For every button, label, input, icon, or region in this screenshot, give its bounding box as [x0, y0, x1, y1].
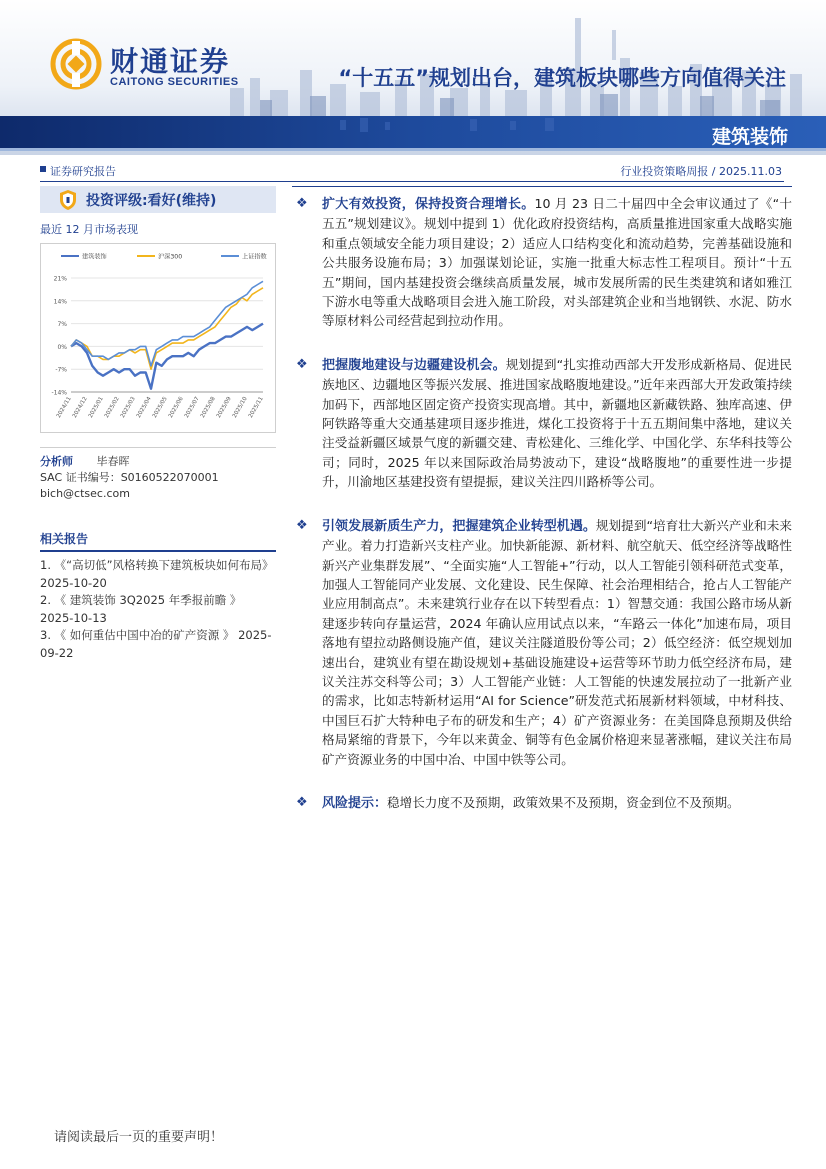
chart-x-tick-label: 2025/03	[119, 396, 137, 420]
paragraph-text: 规划提到“培育壮大新兴产业和未来产业。着力打造新兴支柱产业。加快新能源、新材料、航空航天、低空经济等战略性新兴产业集群发展”、“全面实施“人工智能+”行动，以人工智能引领科研范式变革，加强人工智能同产业发展、文化建设、民生保障、社会治理相结合，抢占人工智能产业应用制高点”。未来建筑行业存在以下转型看点：1）智慧交通：我国公路市场从新建逐步转向存量运营，2024 年确认应用试点以来，“车路云一体化”加速布局，项目落地有望拉动路侧设施产值，建议关注隧道股份等公司；2）低空经济：低空规划加速出台，建筑业有望在勘设规划+基础设施建设+运营等环节助力低空经济布局，建议关注苏交科等公司；3）人工智能产业链：人工智能的快速发展拉动了一批新产业的需求，比如志特新材运用“AI for Science”研发范式拓展新材料领域，中材科技、中国巨石扩大特种电子布的研发和生产；4）矿产资源业务：在美国降息预期及供给格局紧缩的背景下，今年以来黄金、铜等有色金属价格迎来显著涨幅，建议关注布局矿产资源业务的中国中冶、中国中铁等公司。	[322, 517, 792, 767]
chart-x-tick-label: 2025/06	[167, 396, 185, 420]
chart-y-tick-label: 21%	[53, 275, 67, 283]
report-type: 证券研究报告	[50, 165, 116, 178]
paragraph-lead: 扩大有效投资，保持投资合理增长。	[322, 197, 535, 212]
paragraph-investment	[292, 194, 792, 331]
shield-icon	[56, 188, 80, 212]
logo-name-en: CAITONG SECURITIES	[110, 76, 239, 88]
chart-x-tick-label: 2024/12	[71, 396, 89, 420]
report-title: “十五五”规划出台，建筑板块哪些方向值得关注	[338, 66, 786, 90]
chart-x-tick-label: 2025/08	[199, 396, 217, 420]
analyst-divider	[40, 447, 276, 448]
logo-emblem-icon	[50, 38, 102, 90]
logo-name-cn: 财通证券	[110, 45, 231, 78]
performance-label: 最近 12 月市场表现	[40, 223, 138, 236]
paragraph-lead: 把握腹地建设与边疆建设机会。	[322, 357, 506, 373]
chart-x-tick-label: 2025/09	[215, 396, 233, 420]
main-content	[292, 186, 792, 837]
chart-legend-label: 上证指数	[242, 253, 267, 261]
chart-canvas	[41, 244, 275, 432]
paragraph-hinterland	[292, 355, 792, 492]
header-divider	[40, 181, 784, 182]
report-header	[0, 0, 826, 155]
chart-y-tick-label: 0%	[57, 343, 67, 351]
diamond-bullet-icon: ❖	[296, 356, 308, 372]
analyst-label: 分析师	[40, 455, 73, 468]
chart-x-tick-label: 2025/01	[87, 396, 105, 420]
main-divider	[292, 186, 792, 187]
related-report-item[interactable]: 2. 《 建筑装饰 3Q2025 年季报前瞻 》 2025-10-13	[40, 593, 242, 625]
diamond-bullet-icon: ❖	[296, 517, 308, 533]
paragraph-risk	[292, 793, 792, 813]
paragraph-lead: 风险提示：	[322, 795, 388, 811]
diamond-bullet-icon: ❖	[296, 794, 308, 810]
chart-x-tick-label: 2024/11	[55, 396, 73, 420]
sector-name: 建筑装饰	[711, 126, 788, 148]
chart-x-tick-label: 2025/07	[183, 396, 201, 420]
chart-x-tick-label: 2025/02	[103, 396, 121, 420]
chart-y-tick-label: -7%	[55, 366, 67, 374]
related-reports-heading: 相关报告	[40, 530, 276, 552]
chart-x-tick-label: 2025/05	[151, 396, 169, 420]
analyst-sac: SAC 证书编号：S0160522070001	[40, 471, 219, 484]
chart-x-tick-label: 2025/10	[231, 396, 249, 420]
paragraph-lead: 引领发展新质生产力，把握建筑企业转型机遇。	[322, 518, 596, 534]
chart-legend-label: 沪深300	[158, 253, 183, 261]
diamond-bullet-icon: ❖	[296, 196, 308, 211]
analyst-info	[40, 454, 276, 502]
analyst-email[interactable]: bich@ctsec.com	[40, 487, 130, 500]
chart-x-tick-label: 2025/04	[135, 396, 153, 420]
company-logo	[50, 38, 250, 94]
paragraph-new-productivity	[292, 516, 792, 769]
chart-y-tick-label: 14%	[53, 298, 67, 306]
paragraph-text: 稳增长力度不及预期，政策效果不及预期，资金到位不及预期。	[387, 794, 740, 810]
related-report-item[interactable]: 1. 《“高切低”风格转换下建筑板块如何布局》 2025-10-20	[40, 558, 280, 590]
report-category-date: 行业投资策略周报 / 2025.11.03	[620, 165, 782, 178]
chart-legend-label: 建筑装饰	[82, 253, 107, 261]
market-performance-chart	[40, 243, 276, 433]
chart-x-tick-label: 2025/11	[247, 396, 265, 420]
footer-disclaimer: 请阅读最后一页的重要声明！	[54, 1130, 224, 1145]
paragraph-text: 10 月 23 日二十届四中全会审议通过了《“十五五”规划建议》。规划中提到 1）优化政府投资结构，高质量推进国家重大战略实施和重点领域安全能力项目建设；2）适应人口结构变化和流动趋势，完善基础设施和公共服务设施布局；3）加强谋划论证，实施一批重大标志性工程项目。预计“十五五”期间，国内基建投资会继续高质量发展，城市发展所需的民生类建筑和诸如雅江下游水电等重大战略项目会进入施工阶段，对头部建筑企业和当地钢铁、水泥、防水等原材料公司经营起到拉动作用。	[322, 196, 792, 329]
rating-box	[40, 186, 276, 213]
analyst-name: 毕春晖	[96, 455, 130, 468]
sub-header-bar	[40, 163, 784, 179]
chart-y-tick-label: -14%	[51, 389, 67, 397]
related-report-item[interactable]: 3. 《 如何重估中国中冶的矿产资源 》 2025-09-22	[40, 628, 272, 660]
rating-text: 投资评级:看好(维持)	[86, 192, 217, 209]
related-reports-list	[40, 557, 280, 662]
chart-y-tick-label: 7%	[57, 321, 67, 329]
left-sidebar	[40, 186, 280, 662]
paragraph-text: 规划提到“扎实推动西部大开发形成新格局、促进民族地区、边疆地区等振兴发展、推进国家战略腹地建设。”近年来西部大开发政策持续加码下，西部地区固定资产投资实现高增。其中，新疆地区新藏铁路、独库高速、伊阿铁路等重大交通基建项目逐步推进，煤化工投资将于十五五期间集中落地，建议关注受益新疆区域景气度的新疆交建、青松建化、三维化学、中国化学、东华科技等公司；同时，2025 年以来国际政治局势波动下，建设“战略腹地”的重要性进一步提升，川渝地区基建投资有望提振，建议关注四川路桥等公司。	[322, 356, 792, 490]
